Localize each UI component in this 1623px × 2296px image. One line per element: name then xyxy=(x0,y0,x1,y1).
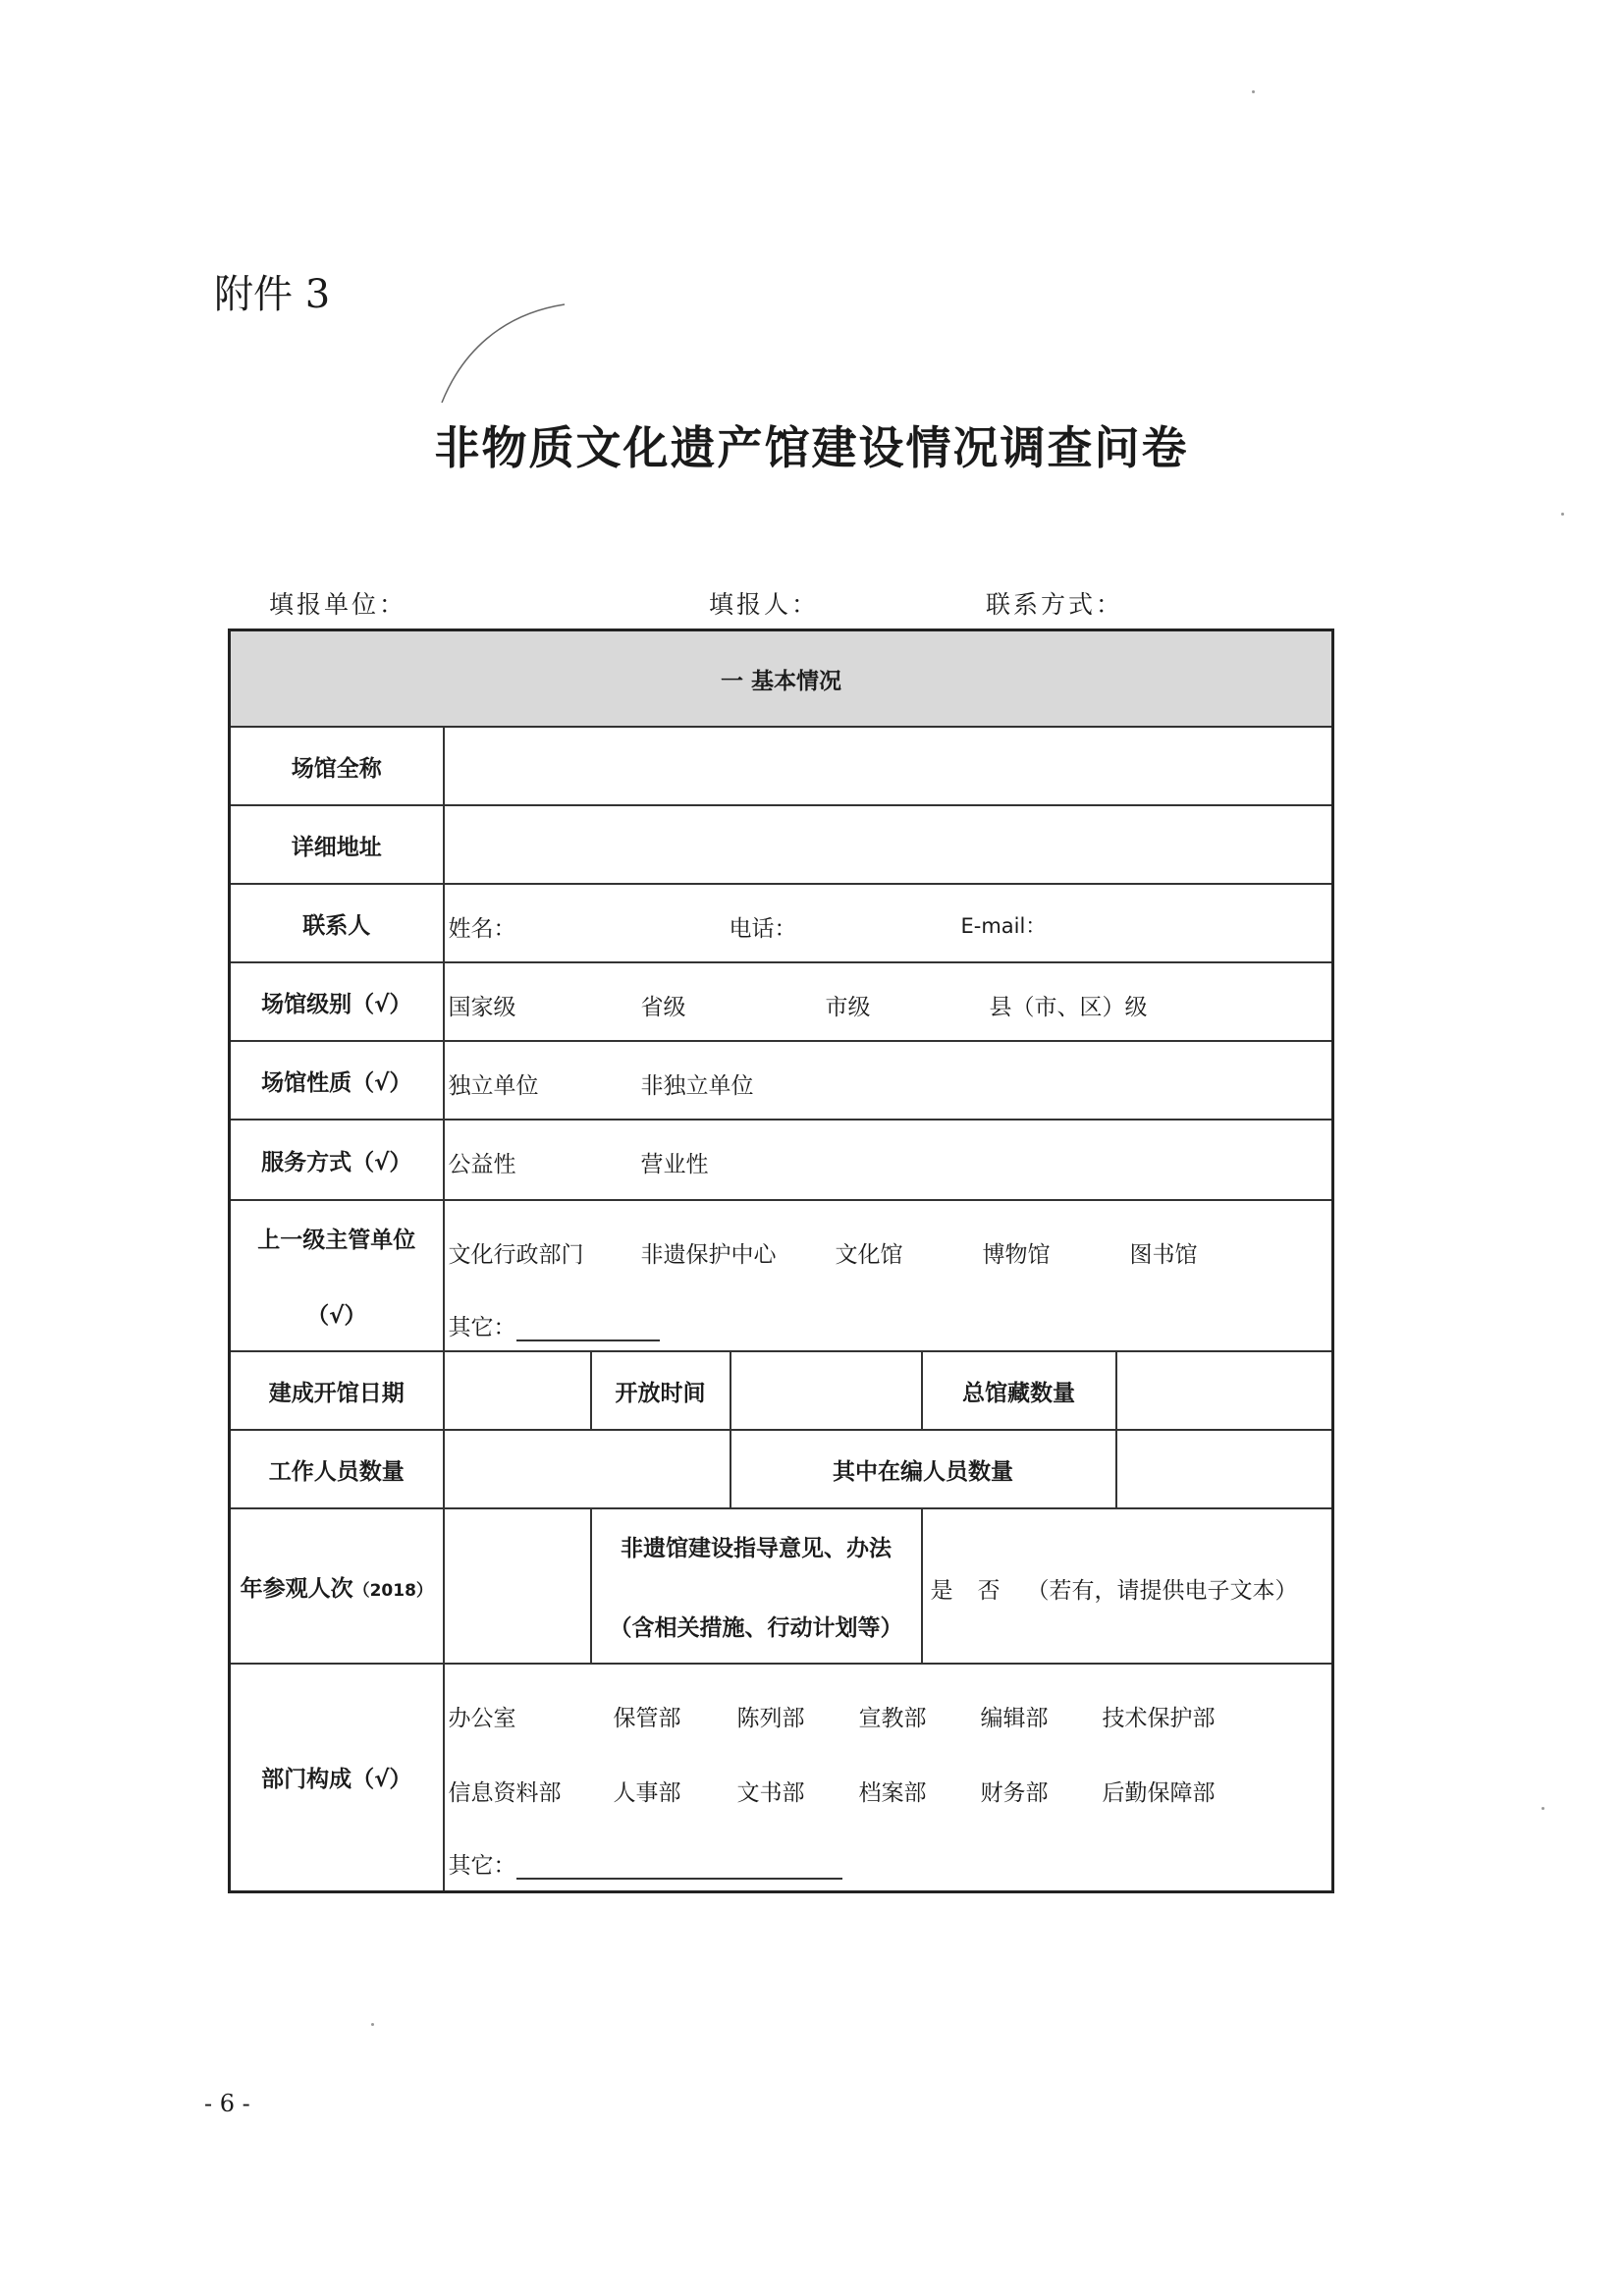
scan-speck xyxy=(1542,1807,1544,1810)
page-title: 非物质文化遗产馆建设情况调查问卷 xyxy=(434,421,1189,474)
attachment-label: 附件 3 xyxy=(214,272,331,317)
guidance-option-no[interactable]: 否 xyxy=(977,1578,1001,1604)
service-options xyxy=(444,1120,1333,1200)
supervisor-option-culture-admin[interactable]: 文化行政部门 xyxy=(448,1242,584,1268)
survey-table xyxy=(228,629,1334,1893)
supervisor-option-library[interactable]: 图书馆 xyxy=(1129,1242,1198,1268)
contact-label: 联系人 xyxy=(230,884,444,962)
formal-staff-field[interactable] xyxy=(1116,1430,1333,1508)
guidance-label-line2: （含相关措施、行动计划等） xyxy=(609,1615,903,1641)
level-options xyxy=(444,962,1333,1041)
dept-option-hr[interactable]: 人事部 xyxy=(613,1780,681,1806)
staff-count-field[interactable] xyxy=(444,1430,730,1508)
level-option-city[interactable]: 市级 xyxy=(825,995,871,1020)
nature-option-independent[interactable]: 独立单位 xyxy=(448,1073,539,1099)
supervisor-option-cultural-center[interactable]: 文化馆 xyxy=(835,1242,903,1268)
fill-unit-label: 填报单位： xyxy=(269,590,407,619)
table-row xyxy=(230,805,1333,884)
section-title: 一 基本情况 xyxy=(230,630,1333,728)
guidance-answer xyxy=(922,1508,1333,1664)
venue-name-field[interactable] xyxy=(444,727,1333,805)
level-option-county[interactable]: 县（市、区）级 xyxy=(989,995,1148,1020)
table-row xyxy=(230,1664,1333,1891)
dept-option-secretariat[interactable]: 文书部 xyxy=(736,1780,805,1806)
formal-staff-label: 其中在编人员数量 xyxy=(730,1430,1116,1508)
supervisor-other-label: 其它： xyxy=(448,1315,516,1340)
departments-options xyxy=(444,1664,1333,1891)
dept-other xyxy=(449,1847,842,1880)
fill-person-label: 填报人： xyxy=(709,590,820,619)
dept-option-custody[interactable]: 保管部 xyxy=(613,1706,681,1731)
dept-option-archives[interactable]: 档案部 xyxy=(858,1780,927,1806)
dept-option-editorial[interactable]: 编辑部 xyxy=(980,1706,1049,1731)
dept-option-finance[interactable]: 财务部 xyxy=(980,1780,1049,1806)
supervisor-other-blank[interactable] xyxy=(516,1339,660,1341)
guidance-note: （若有，请提供电子文本） xyxy=(1026,1578,1298,1604)
section-header-row xyxy=(230,630,1333,728)
opening-date-field[interactable] xyxy=(444,1351,591,1430)
dept-option-education[interactable]: 宣教部 xyxy=(858,1706,927,1731)
table-row xyxy=(230,962,1333,1041)
visitors-year: （2018） xyxy=(352,1580,433,1601)
contact-email-label: E-mail： xyxy=(960,914,1047,938)
dept-option-logistics[interactable]: 后勤保障部 xyxy=(1102,1780,1216,1806)
dept-option-information[interactable]: 信息资料部 xyxy=(448,1780,562,1806)
nature-option-non-independent[interactable]: 非独立单位 xyxy=(640,1073,754,1099)
opening-hours-field[interactable] xyxy=(730,1351,922,1430)
level-option-national[interactable]: 国家级 xyxy=(448,995,516,1020)
scan-speck xyxy=(1252,90,1255,93)
collection-count-field[interactable] xyxy=(1116,1351,1333,1430)
supervisor-label-line1: 上一级主管单位 xyxy=(257,1228,416,1253)
table-row xyxy=(230,1120,1333,1200)
guidance-label-line1: 非遗馆建设指导意见、办法 xyxy=(621,1536,892,1561)
supervisor-other xyxy=(449,1309,660,1341)
service-label: 服务方式（√） xyxy=(230,1120,444,1200)
supervisor-label xyxy=(230,1200,444,1351)
table-row xyxy=(230,1351,1333,1430)
guidance-label xyxy=(591,1508,922,1664)
supervisor-option-ich-center[interactable]: 非遗保护中心 xyxy=(640,1242,777,1268)
staff-count-label: 工作人员数量 xyxy=(230,1430,444,1508)
table-row xyxy=(230,727,1333,805)
departments-label: 部门构成（√） xyxy=(230,1664,444,1891)
guidance-option-yes[interactable]: 是 xyxy=(930,1578,953,1604)
address-field[interactable] xyxy=(444,805,1333,884)
level-label: 场馆级别（√） xyxy=(230,962,444,1041)
contact-phone-label: 电话： xyxy=(729,916,797,942)
page-number: - 6 - xyxy=(204,2090,250,2117)
visitors-label: 年参观人次（2018） xyxy=(230,1508,444,1664)
nature-options xyxy=(444,1041,1333,1120)
table-row xyxy=(230,884,1333,962)
venue-name-label: 场馆全称 xyxy=(230,727,444,805)
dept-option-office[interactable]: 办公室 xyxy=(448,1706,516,1731)
level-option-provincial[interactable]: 省级 xyxy=(640,995,686,1020)
fill-contact-label: 联系方式： xyxy=(986,590,1124,619)
nature-label: 场馆性质（√） xyxy=(230,1041,444,1120)
contact-field[interactable] xyxy=(444,884,1333,962)
table-row xyxy=(230,1508,1333,1664)
dept-other-label: 其它： xyxy=(448,1853,516,1879)
supervisor-options xyxy=(444,1200,1333,1351)
table-row xyxy=(230,1200,1333,1351)
scan-speck xyxy=(1561,513,1564,516)
opening-hours-label: 开放时间 xyxy=(591,1351,730,1430)
service-option-public[interactable]: 公益性 xyxy=(448,1152,516,1177)
dept-other-blank[interactable] xyxy=(516,1878,842,1880)
dept-option-tech-protection[interactable]: 技术保护部 xyxy=(1102,1706,1216,1731)
opening-date-label: 建成开馆日期 xyxy=(230,1351,444,1430)
dept-option-exhibition[interactable]: 陈列部 xyxy=(736,1706,805,1731)
table-row xyxy=(230,1041,1333,1120)
scan-speck xyxy=(371,2023,374,2026)
visitors-field[interactable] xyxy=(444,1508,591,1664)
table-row xyxy=(230,1430,1333,1508)
supervisor-label-line2: （√） xyxy=(306,1303,367,1329)
contact-name-label: 姓名： xyxy=(448,916,516,942)
pen-stroke-mark xyxy=(432,295,589,412)
supervisor-option-museum[interactable]: 博物馆 xyxy=(982,1242,1051,1268)
address-label: 详细地址 xyxy=(230,805,444,884)
service-option-commercial[interactable]: 营业性 xyxy=(640,1152,709,1177)
collection-count-label: 总馆藏数量 xyxy=(922,1351,1116,1430)
